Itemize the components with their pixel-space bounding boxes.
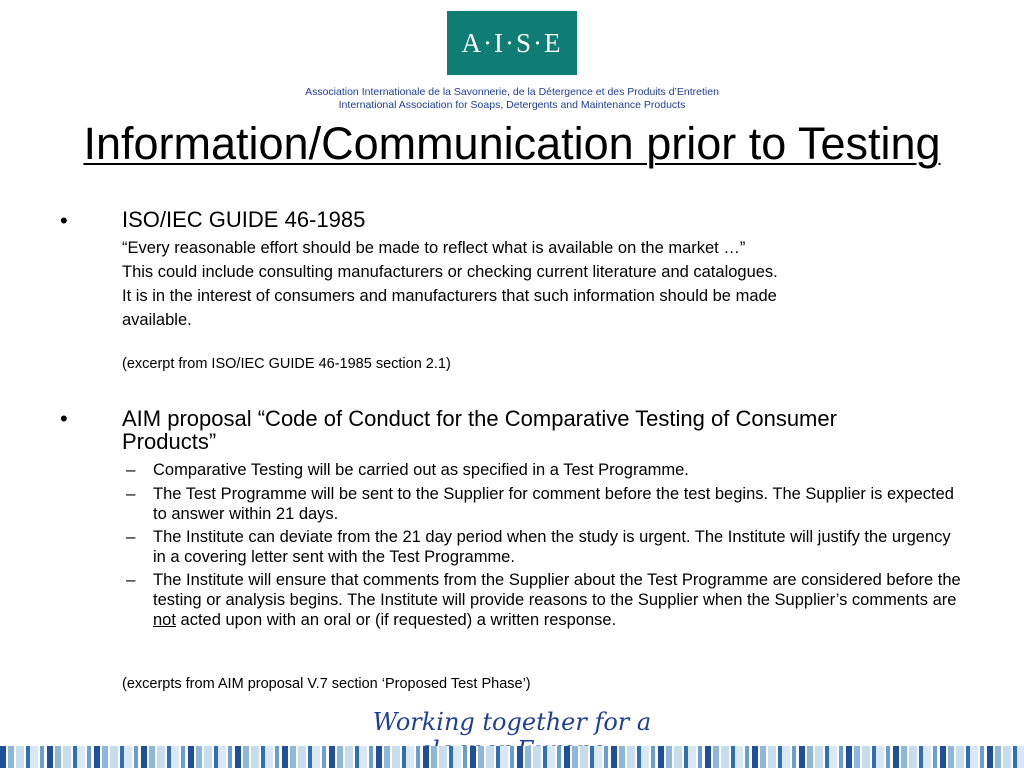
association-name-english: International Association for Soaps, Detergents and Maintenance Products [338,99,686,111]
iso-source-note: (excerpt from ISO/IEC GUIDE 46-1985 section 2.1) [122,356,451,372]
emphasis-not: not [153,611,176,629]
aim-list-item: The Test Programme will be sent to the Supplier for comment before the test begins. The Supplier is expected to answer within 21 days. [153,485,954,523]
iso-text-line: available. [122,311,192,329]
dash-marker: – [126,570,136,589]
slide-title: Information/Communication prior to Testing [83,118,941,169]
iso-text-line: This could include consulting manufacturers or checking current literature and catalogues. [122,263,778,281]
aim-source-note: (excerpts from AIM proposal V.7 section ‘Proposed Test Phase’) [122,676,531,692]
aim-list-item [153,570,963,630]
bullet-1: • [60,208,68,233]
logo-text: A·I·S·E [461,27,563,58]
item-text: acted upon with an oral or (if requested) a written response. [175,611,617,629]
aim-list-item: The Institute can deviate from the 21 day period when the study is urgent. The Institute will justify the urgency in a covering letter sent with the Test Programme. [153,528,951,566]
bullet-2: • [60,406,68,431]
aim-proposal-heading-cont: Products” [122,429,217,454]
dash-marker: – [126,527,136,546]
association-name-french: Association Internationale de la Savonnerie, de la Détergence et des Produits d’Entretien [305,86,719,98]
iso-text-line: It is in the interest of consumers and manufacturers that such information should be made [122,287,777,305]
aim-list-item: Comparative Testing will be carried out as specified in a Test Programme. [153,461,689,479]
footer-stripe-decoration [0,746,1024,768]
iso-quote-line: “Every reasonable effort should be made to reflect what is available on the market …” [122,239,746,257]
item-text: The Institute will ensure that comments from the Supplier about the Test Programme are considered before the testing or analysis begins. The Institute will provide reasons to the Supplier when the Supplier’s comments are [153,571,961,609]
dash-marker: – [126,460,136,479]
aise-logo [447,11,577,75]
iso-guide-heading: ISO/IEC GUIDE 46-1985 [122,207,366,232]
footer-slogan: Working together for a [372,708,652,736]
dash-marker: – [126,484,136,503]
aim-proposal-heading: AIM proposal “Code of Conduct for the Comparative Testing of Consumer [122,406,837,431]
